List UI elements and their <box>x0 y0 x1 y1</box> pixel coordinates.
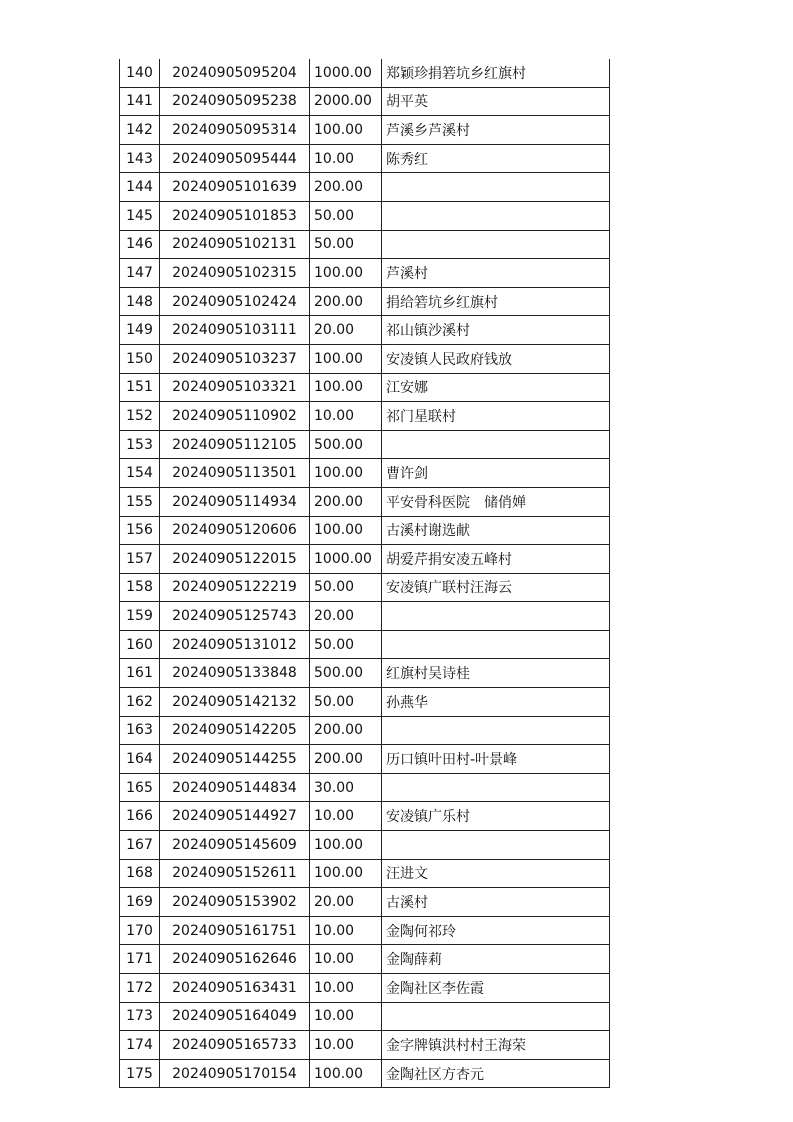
table-row <box>120 173 610 202</box>
amount-cell: 1000.00 <box>310 59 382 87</box>
note-cell: 胡爱芹捐安凌五峰村 <box>382 545 610 574</box>
row-number-cell: 143 <box>120 144 160 173</box>
amount-cell: 100.00 <box>310 1059 382 1088</box>
amount-cell: 10.00 <box>310 1031 382 1060</box>
row-number-cell: 167 <box>120 831 160 860</box>
table-row <box>120 259 610 288</box>
transaction-id-cell: 20240905142132 <box>160 688 310 717</box>
row-number-cell: 175 <box>120 1059 160 1088</box>
row-number-cell: 144 <box>120 173 160 202</box>
row-number-cell: 161 <box>120 659 160 688</box>
amount-cell: 10.00 <box>310 916 382 945</box>
table-row <box>120 630 610 659</box>
amount-cell: 10.00 <box>310 1002 382 1031</box>
table-row <box>120 573 610 602</box>
amount-cell: 10.00 <box>310 974 382 1003</box>
row-number-cell: 160 <box>120 630 160 659</box>
amount-cell: 500.00 <box>310 430 382 459</box>
amount-cell: 20.00 <box>310 888 382 917</box>
transaction-id-cell: 20240905095314 <box>160 116 310 145</box>
note-cell <box>382 173 610 202</box>
row-number-cell: 174 <box>120 1031 160 1060</box>
table-row <box>120 974 610 1003</box>
note-cell: 祁山镇沙溪村 <box>382 316 610 345</box>
table-row <box>120 116 610 145</box>
amount-cell: 100.00 <box>310 859 382 888</box>
amount-cell: 10.00 <box>310 144 382 173</box>
note-cell: 陈秀红 <box>382 144 610 173</box>
transaction-id-cell: 20240905113501 <box>160 459 310 488</box>
transaction-id-cell: 20240905131012 <box>160 630 310 659</box>
row-number-cell: 153 <box>120 430 160 459</box>
table-row <box>120 545 610 574</box>
transaction-id-cell: 20240905120606 <box>160 516 310 545</box>
table-row <box>120 87 610 116</box>
table-row <box>120 344 610 373</box>
table-row <box>120 773 610 802</box>
row-number-cell: 170 <box>120 916 160 945</box>
transaction-id-cell: 20240905144927 <box>160 802 310 831</box>
amount-cell: 200.00 <box>310 287 382 316</box>
row-number-cell: 158 <box>120 573 160 602</box>
transaction-id-cell: 20240905144255 <box>160 745 310 774</box>
note-cell <box>382 1002 610 1031</box>
amount-cell: 50.00 <box>310 630 382 659</box>
transaction-id-cell: 20240905095204 <box>160 59 310 87</box>
transaction-id-cell: 20240905103321 <box>160 373 310 402</box>
transaction-id-cell: 20240905161751 <box>160 916 310 945</box>
row-number-cell: 164 <box>120 745 160 774</box>
note-cell: 江安娜 <box>382 373 610 402</box>
row-number-cell: 166 <box>120 802 160 831</box>
note-cell: 安凌镇广联村汪海云 <box>382 573 610 602</box>
note-cell: 曹许剑 <box>382 459 610 488</box>
amount-cell: 20.00 <box>310 316 382 345</box>
transaction-id-cell: 20240905165733 <box>160 1031 310 1060</box>
table-row <box>120 916 610 945</box>
note-cell: 红旗村吴诗桂 <box>382 659 610 688</box>
note-cell <box>382 773 610 802</box>
amount-cell: 100.00 <box>310 459 382 488</box>
note-cell: 金陶社区李佐霞 <box>382 974 610 1003</box>
row-number-cell: 155 <box>120 487 160 516</box>
table-row <box>120 1002 610 1031</box>
amount-cell: 200.00 <box>310 173 382 202</box>
row-number-cell: 146 <box>120 230 160 259</box>
row-number-cell: 165 <box>120 773 160 802</box>
note-cell: 金字牌镇洪村村王海荣 <box>382 1031 610 1060</box>
row-number-cell: 154 <box>120 459 160 488</box>
transaction-id-cell: 20240905133848 <box>160 659 310 688</box>
table-row <box>120 287 610 316</box>
amount-cell: 1000.00 <box>310 545 382 574</box>
row-number-cell: 173 <box>120 1002 160 1031</box>
note-cell <box>382 602 610 631</box>
table-row <box>120 888 610 917</box>
row-number-cell: 140 <box>120 59 160 87</box>
amount-cell: 100.00 <box>310 831 382 860</box>
table-row <box>120 745 610 774</box>
row-number-cell: 168 <box>120 859 160 888</box>
donation-table <box>119 59 610 1088</box>
note-cell: 金陶社区方杏元 <box>382 1059 610 1088</box>
table-row <box>120 716 610 745</box>
row-number-cell: 145 <box>120 201 160 230</box>
row-number-cell: 157 <box>120 545 160 574</box>
amount-cell: 30.00 <box>310 773 382 802</box>
row-number-cell: 141 <box>120 87 160 116</box>
amount-cell: 10.00 <box>310 402 382 431</box>
transaction-id-cell: 20240905103237 <box>160 344 310 373</box>
note-cell <box>382 201 610 230</box>
table-row <box>120 373 610 402</box>
note-cell: 祁门星联村 <box>382 402 610 431</box>
transaction-id-cell: 20240905122219 <box>160 573 310 602</box>
amount-cell: 10.00 <box>310 945 382 974</box>
amount-cell: 200.00 <box>310 745 382 774</box>
amount-cell: 50.00 <box>310 201 382 230</box>
row-number-cell: 148 <box>120 287 160 316</box>
row-number-cell: 172 <box>120 974 160 1003</box>
table-row <box>120 831 610 860</box>
transaction-id-cell: 20240905101639 <box>160 173 310 202</box>
transaction-id-cell: 20240905153902 <box>160 888 310 917</box>
table-row <box>120 459 610 488</box>
table-row <box>120 402 610 431</box>
table-row <box>120 1059 610 1088</box>
note-cell: 郑颖珍捐箬坑乡红旗村 <box>382 59 610 87</box>
transaction-id-cell: 20240905110902 <box>160 402 310 431</box>
transaction-id-cell: 20240905145609 <box>160 831 310 860</box>
table-row <box>120 516 610 545</box>
row-number-cell: 151 <box>120 373 160 402</box>
transaction-id-cell: 20240905102131 <box>160 230 310 259</box>
transaction-id-cell: 20240905162646 <box>160 945 310 974</box>
transaction-id-cell: 20240905095444 <box>160 144 310 173</box>
table-row <box>120 201 610 230</box>
amount-cell: 500.00 <box>310 659 382 688</box>
transaction-id-cell: 20240905102424 <box>160 287 310 316</box>
transaction-id-cell: 20240905102315 <box>160 259 310 288</box>
note-cell: 汪进文 <box>382 859 610 888</box>
amount-cell: 50.00 <box>310 573 382 602</box>
row-number-cell: 152 <box>120 402 160 431</box>
table-row <box>120 1031 610 1060</box>
row-number-cell: 163 <box>120 716 160 745</box>
note-cell: 芦溪村 <box>382 259 610 288</box>
table-row <box>120 230 610 259</box>
transaction-id-cell: 20240905112105 <box>160 430 310 459</box>
amount-cell: 200.00 <box>310 487 382 516</box>
note-cell: 安凌镇广乐村 <box>382 802 610 831</box>
transaction-id-cell: 20240905095238 <box>160 87 310 116</box>
amount-cell: 100.00 <box>310 516 382 545</box>
transaction-id-cell: 20240905142205 <box>160 716 310 745</box>
amount-cell: 100.00 <box>310 344 382 373</box>
amount-cell: 200.00 <box>310 716 382 745</box>
row-number-cell: 159 <box>120 602 160 631</box>
transaction-id-cell: 20240905163431 <box>160 974 310 1003</box>
row-number-cell: 171 <box>120 945 160 974</box>
table-row <box>120 59 610 87</box>
note-cell: 捐给箬坑乡红旗村 <box>382 287 610 316</box>
transaction-id-cell: 20240905125743 <box>160 602 310 631</box>
table-row <box>120 144 610 173</box>
transaction-id-cell: 20240905114934 <box>160 487 310 516</box>
row-number-cell: 162 <box>120 688 160 717</box>
note-cell: 安凌镇人民政府钱放 <box>382 344 610 373</box>
amount-cell: 100.00 <box>310 116 382 145</box>
amount-cell: 20.00 <box>310 602 382 631</box>
note-cell: 历口镇叶田村-叶景峰 <box>382 745 610 774</box>
row-number-cell: 150 <box>120 344 160 373</box>
row-number-cell: 142 <box>120 116 160 145</box>
note-cell <box>382 716 610 745</box>
transaction-id-cell: 20240905103111 <box>160 316 310 345</box>
row-number-cell: 147 <box>120 259 160 288</box>
table-row <box>120 316 610 345</box>
table-row <box>120 487 610 516</box>
amount-cell: 50.00 <box>310 230 382 259</box>
note-cell: 芦溪乡芦溪村 <box>382 116 610 145</box>
note-cell <box>382 430 610 459</box>
transaction-id-cell: 20240905164049 <box>160 1002 310 1031</box>
note-cell: 胡平英 <box>382 87 610 116</box>
transaction-id-cell: 20240905144834 <box>160 773 310 802</box>
note-cell: 金陶薛莉 <box>382 945 610 974</box>
note-cell: 金陶何祁玲 <box>382 916 610 945</box>
note-cell: 孙燕华 <box>382 688 610 717</box>
row-number-cell: 149 <box>120 316 160 345</box>
transaction-id-cell: 20240905122015 <box>160 545 310 574</box>
amount-cell: 100.00 <box>310 373 382 402</box>
note-cell: 平安骨科医院 储俏婵 <box>382 487 610 516</box>
table-row <box>120 659 610 688</box>
note-cell <box>382 630 610 659</box>
table-row <box>120 430 610 459</box>
table-row <box>120 859 610 888</box>
row-number-cell: 156 <box>120 516 160 545</box>
note-cell: 古溪村谢选献 <box>382 516 610 545</box>
table-row <box>120 602 610 631</box>
transaction-id-cell: 20240905170154 <box>160 1059 310 1088</box>
note-cell <box>382 831 610 860</box>
transaction-id-cell: 20240905152611 <box>160 859 310 888</box>
note-cell <box>382 230 610 259</box>
table-row <box>120 802 610 831</box>
row-number-cell: 169 <box>120 888 160 917</box>
amount-cell: 2000.00 <box>310 87 382 116</box>
amount-cell: 10.00 <box>310 802 382 831</box>
amount-cell: 50.00 <box>310 688 382 717</box>
amount-cell: 100.00 <box>310 259 382 288</box>
transaction-id-cell: 20240905101853 <box>160 201 310 230</box>
table-row <box>120 688 610 717</box>
table-row <box>120 945 610 974</box>
donation-table-body <box>120 59 610 1088</box>
note-cell: 古溪村 <box>382 888 610 917</box>
